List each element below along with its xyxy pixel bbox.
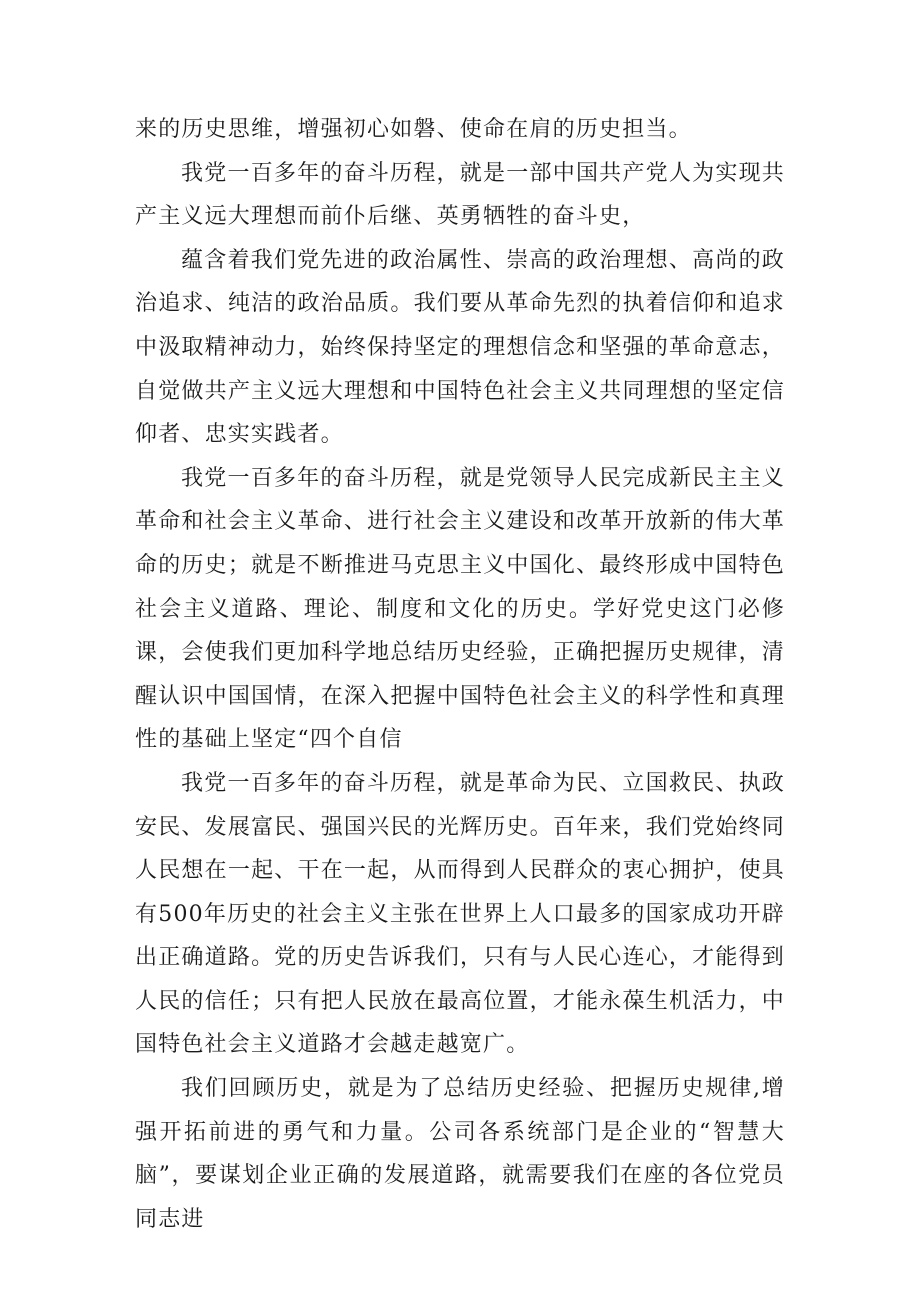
paragraph-continuation: 来的历史思维，增强初心如磐、使命在肩的历史担当。 <box>135 117 692 142</box>
document-body <box>135 108 785 1241</box>
paragraph-people-history: 我党一百多年的奋斗历程，就是革命为民、立国救民、执政安民、发展富民、强国兴民的光辉历史。百年来，我们党始终同人民想在一起、干在一起，从而得到人民群众的衷心拥护，使具有500年历史的社会主义主张在世界上人口最多的国家成功开辟出正确道路。党的历史告诉我们，只有与人民心连心，才能得到人民的信任；只有把人民放在最高位置，才能永葆生机活力，中国特色社会主义道路才会越走越宽广。 <box>135 770 785 1058</box>
paragraph-review-history: 我们回顾历史，就是为了总结历史经验、把握历史规律,增强开拓前进的勇气和力量。公司各系统部门是企业的“智慧大脑”，要谋划企业正确的发展道路，就需要我们在座的各位党员同志进 <box>135 1076 785 1232</box>
paragraph-struggle-history: 我党一百多年的奋斗历程，就是一部中国共产党人为实现共产主义远大理想而前仆后继、英勇牺牲的奋斗史， <box>135 160 785 230</box>
paragraph-political-attributes: 蕴含着我们党先进的政治属性、崇高的政治理想、高尚的政治追求、纯洁的政治品质。我们要从革命先烈的执着信仰和追求中汲取精神动力，始终保持坚定的理想信念和坚强的革命意志，自觉做共产主义远大理想和中国特色社会主义共同理想的坚定信仰者、忠实实践者。 <box>135 247 785 448</box>
paragraph-revolution-history: 我党一百多年的奋斗历程，就是党领导人民完成新民主主义革命和社会主义革命、进行社会主义建设和改革开放新的伟大革命的历史；就是不断推进马克思主义中国化、最终形成中国特色社会主义道路、理论、制度和文化的历史。学好党史这门必修课，会使我们更加科学地总结历史经验，正确把握历史规律，清醒认识中国国情，在深入把握中国特色社会主义的科学性和真理性的基础上坚定“四个自信 <box>135 465 785 753</box>
